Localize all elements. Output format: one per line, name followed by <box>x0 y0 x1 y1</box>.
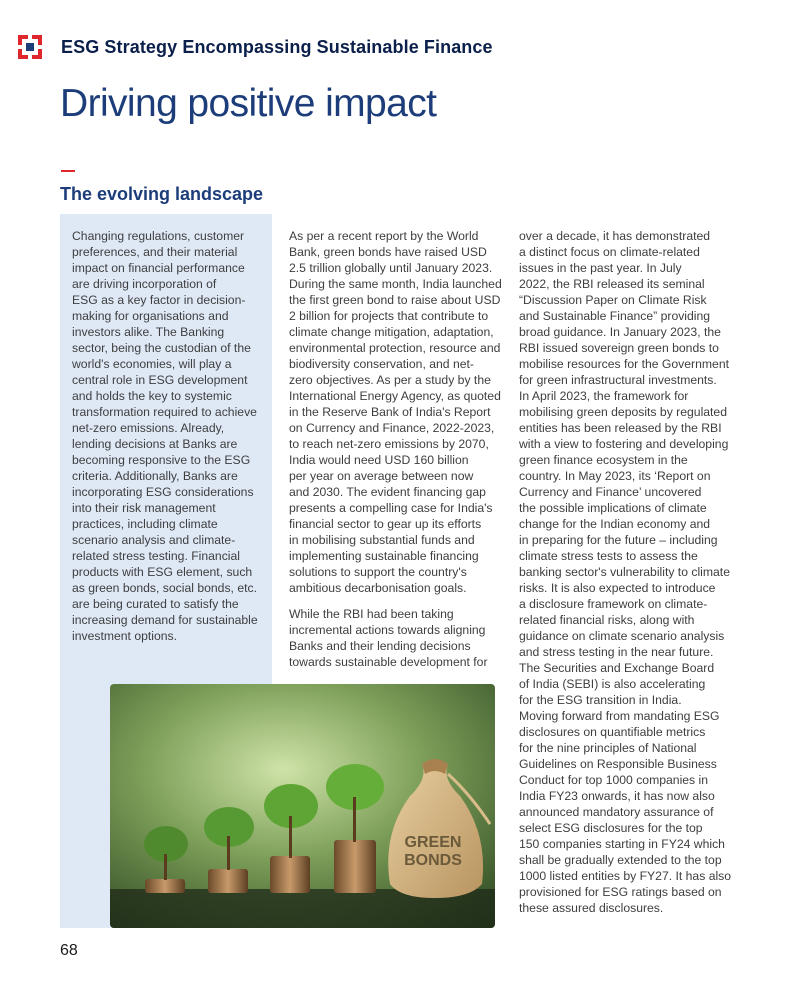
text-line: central role in ESG development <box>72 373 248 387</box>
text-line: incremental actions towards aligning <box>289 623 486 637</box>
text-line: in mobilising substantial funds and <box>289 533 475 547</box>
section-heading: The evolving landscape <box>60 184 264 204</box>
text-line: making for organisations and <box>72 309 229 323</box>
page-header <box>18 34 493 60</box>
text-line: mobilising green deposits by regulated <box>519 405 727 419</box>
text-line: presents a compelling case for India's <box>289 501 493 515</box>
text-line: lending decisions at Banks are <box>72 437 238 451</box>
text-line: impact on financial performance <box>72 261 245 275</box>
text-line: mobilise resources for the Government <box>519 357 729 371</box>
text-line: Changing regulations, customer <box>72 229 245 243</box>
text-line: risks. It is also expected to introduce <box>519 581 716 595</box>
text-line: ESG as a key factor in decision- <box>72 293 246 307</box>
text-line: guidance on climate scenario analysis <box>519 629 725 643</box>
text-line: increasing demand for sustainable <box>72 613 258 627</box>
text-line: per year on average between now <box>289 469 474 483</box>
text-line: with a view to fostering and developing <box>519 437 729 451</box>
text-line: India would need USD 160 billion <box>289 453 469 467</box>
text-line: country. In May 2023, its ‘Report on <box>519 469 711 483</box>
text-line: the first green bond to raise about USD <box>289 293 501 307</box>
text-line: related stress testing. Financial <box>72 549 240 563</box>
text-line: for the ESG transition in India. <box>519 693 682 707</box>
text-line: provisioned for ESG ratings based on <box>519 885 722 899</box>
text-line: are driving incorporation of <box>72 277 217 291</box>
text-line: towards sustainable development for <box>289 655 488 669</box>
accent-dash <box>61 170 75 172</box>
text-line: RBI issued sovereign green bonds to <box>519 341 719 355</box>
text-line: for green infrastructural investments. <box>519 373 717 387</box>
page-title: Driving positive impact <box>60 82 437 125</box>
column-1-paragraph <box>72 228 268 644</box>
text-line: ambitious decarbonisation goals. <box>289 581 467 595</box>
text-line: environmental protection, resource and <box>289 341 501 355</box>
text-line: sector, being the custodian of the <box>72 341 251 355</box>
text-line: to reach net-zero emissions by 2070, <box>289 437 489 451</box>
text-line: The Securities and Exchange Board <box>519 661 715 675</box>
text-line: investment options. <box>72 629 178 643</box>
text-line: a distinct focus on climate-related <box>519 245 700 259</box>
text-line: Conduct for top 1000 companies in <box>519 773 709 787</box>
text-line: and Sustainable Finance” providing <box>519 309 711 323</box>
text-line: are being curated to satisfy the <box>72 597 239 611</box>
text-line: During the same month, India launched <box>289 277 502 291</box>
text-line: criteria. Additionally, Banks are <box>72 469 238 483</box>
coin-stack-1 <box>145 879 185 893</box>
text-line: 1000 listed entities by FY27. It has also <box>519 869 732 883</box>
text-line: In April 2023, the framework for <box>519 389 689 403</box>
text-line: as green bonds, social bonds, etc. <box>72 581 257 595</box>
text-line: into their risk management <box>72 501 216 515</box>
text-line: broad guidance. In January 2023, the <box>519 325 721 339</box>
column-1-text <box>72 228 268 654</box>
text-line: “Discussion Paper on Climate Risk <box>519 293 707 307</box>
text-line: entities has been released by the RBI <box>519 421 722 435</box>
text-line: over a decade, it has demonstrated <box>519 229 711 243</box>
header-title: ESG Strategy Encompassing Sustainable Finance <box>61 36 493 57</box>
text-line: solutions to support the country's <box>289 565 467 579</box>
text-line: related financial risks, along with <box>519 613 695 627</box>
text-line: 150 companies starting in FY24 which <box>519 837 725 851</box>
text-line: Moving forward from mandating ESG <box>519 709 720 723</box>
text-line: climate change mitigation, adaptation, <box>289 325 494 339</box>
text-line: Guidelines on Responsible Business <box>519 757 717 771</box>
page-number: 68 <box>60 942 78 959</box>
text-line: products with ESG element, such <box>72 565 253 579</box>
text-line: and stress testing in the near future. <box>519 645 714 659</box>
column-2-text <box>289 228 507 680</box>
text-line: net-zero emissions. Already, <box>72 421 225 435</box>
text-line: announced mandatory assurance of <box>519 805 714 819</box>
text-line: investors alike. The Banking <box>72 325 225 339</box>
text-line: these assured disclosures. <box>519 901 664 915</box>
column-3-text <box>519 228 737 926</box>
text-line: incorporating ESG considerations <box>72 485 254 499</box>
text-line: Currency and Finance’ uncovered <box>519 485 702 499</box>
text-line: International Energy Agency, as quoted <box>289 389 501 403</box>
text-line: practices, including climate <box>72 517 218 531</box>
text-line: select ESG disclosures for the top <box>519 821 703 835</box>
text-line: 2022, the RBI released its seminal <box>519 277 705 291</box>
text-line: zero objectives. As per a study by the <box>289 373 491 387</box>
text-line: a disclosure framework on climate- <box>519 597 708 611</box>
column-2-paragraph-1 <box>289 228 507 596</box>
text-line: and holds the key to systemic <box>72 389 232 403</box>
text-line: disclosures on quantifiable metrics <box>519 725 706 739</box>
text-line: of India (SEBI) is also accelerating <box>519 677 706 691</box>
text-line: change for the Indian economy and <box>519 517 711 531</box>
text-line: India FY23 onwards, it has now also <box>519 789 715 803</box>
text-line: in preparing for the future – including <box>519 533 718 547</box>
column-2-paragraph-2 <box>289 606 507 670</box>
text-line: biodiversity conservation, and net- <box>289 357 474 371</box>
text-line: the possible implications of climate <box>519 501 707 515</box>
text-line: becoming responsive to the ESG <box>72 453 251 467</box>
text-line: banking sector's vulnerability to climate <box>519 565 730 579</box>
text-line: transformation required to achieve <box>72 405 257 419</box>
bag-label-line-1: GREEN <box>404 834 462 851</box>
text-line: issues in the past year. In July <box>519 261 682 275</box>
text-line: implementing sustainable financing <box>289 549 479 563</box>
text-line: green finance ecosystem in the <box>519 453 688 467</box>
text-line: in the Reserve Bank of India's Report <box>289 405 491 419</box>
text-line: financial sector to gear up its efforts <box>289 517 482 531</box>
text-line: Banks and their lending decisions <box>289 639 471 653</box>
bank-logo-icon <box>18 35 42 59</box>
green-bonds-photo <box>110 684 495 928</box>
text-line: for the nine principles of National <box>519 741 697 755</box>
text-line: and 2030. The evident financing gap <box>289 485 486 499</box>
text-line: 2 billion for projects that contribute to <box>289 309 489 323</box>
text-line: on Currency and Finance, 2022-2023, <box>289 421 495 435</box>
text-line: climate stress tests to assess the <box>519 549 698 563</box>
text-line: Bank, green bonds have raised USD <box>289 245 487 259</box>
text-line: world's economies, will play a <box>72 357 232 371</box>
text-line: shall be gradually extended to the top <box>519 853 722 867</box>
text-line: 2.5 trillion globally until January 2023. <box>289 261 493 275</box>
text-line: While the RBI had been taking <box>289 607 454 621</box>
text-line: As per a recent report by the World <box>289 229 479 243</box>
bag-label-line-2: BONDS <box>404 852 462 869</box>
text-line: scenario analysis and climate- <box>72 533 236 547</box>
column-3-paragraph <box>519 228 737 916</box>
text-line: preferences, and their material <box>72 245 238 259</box>
